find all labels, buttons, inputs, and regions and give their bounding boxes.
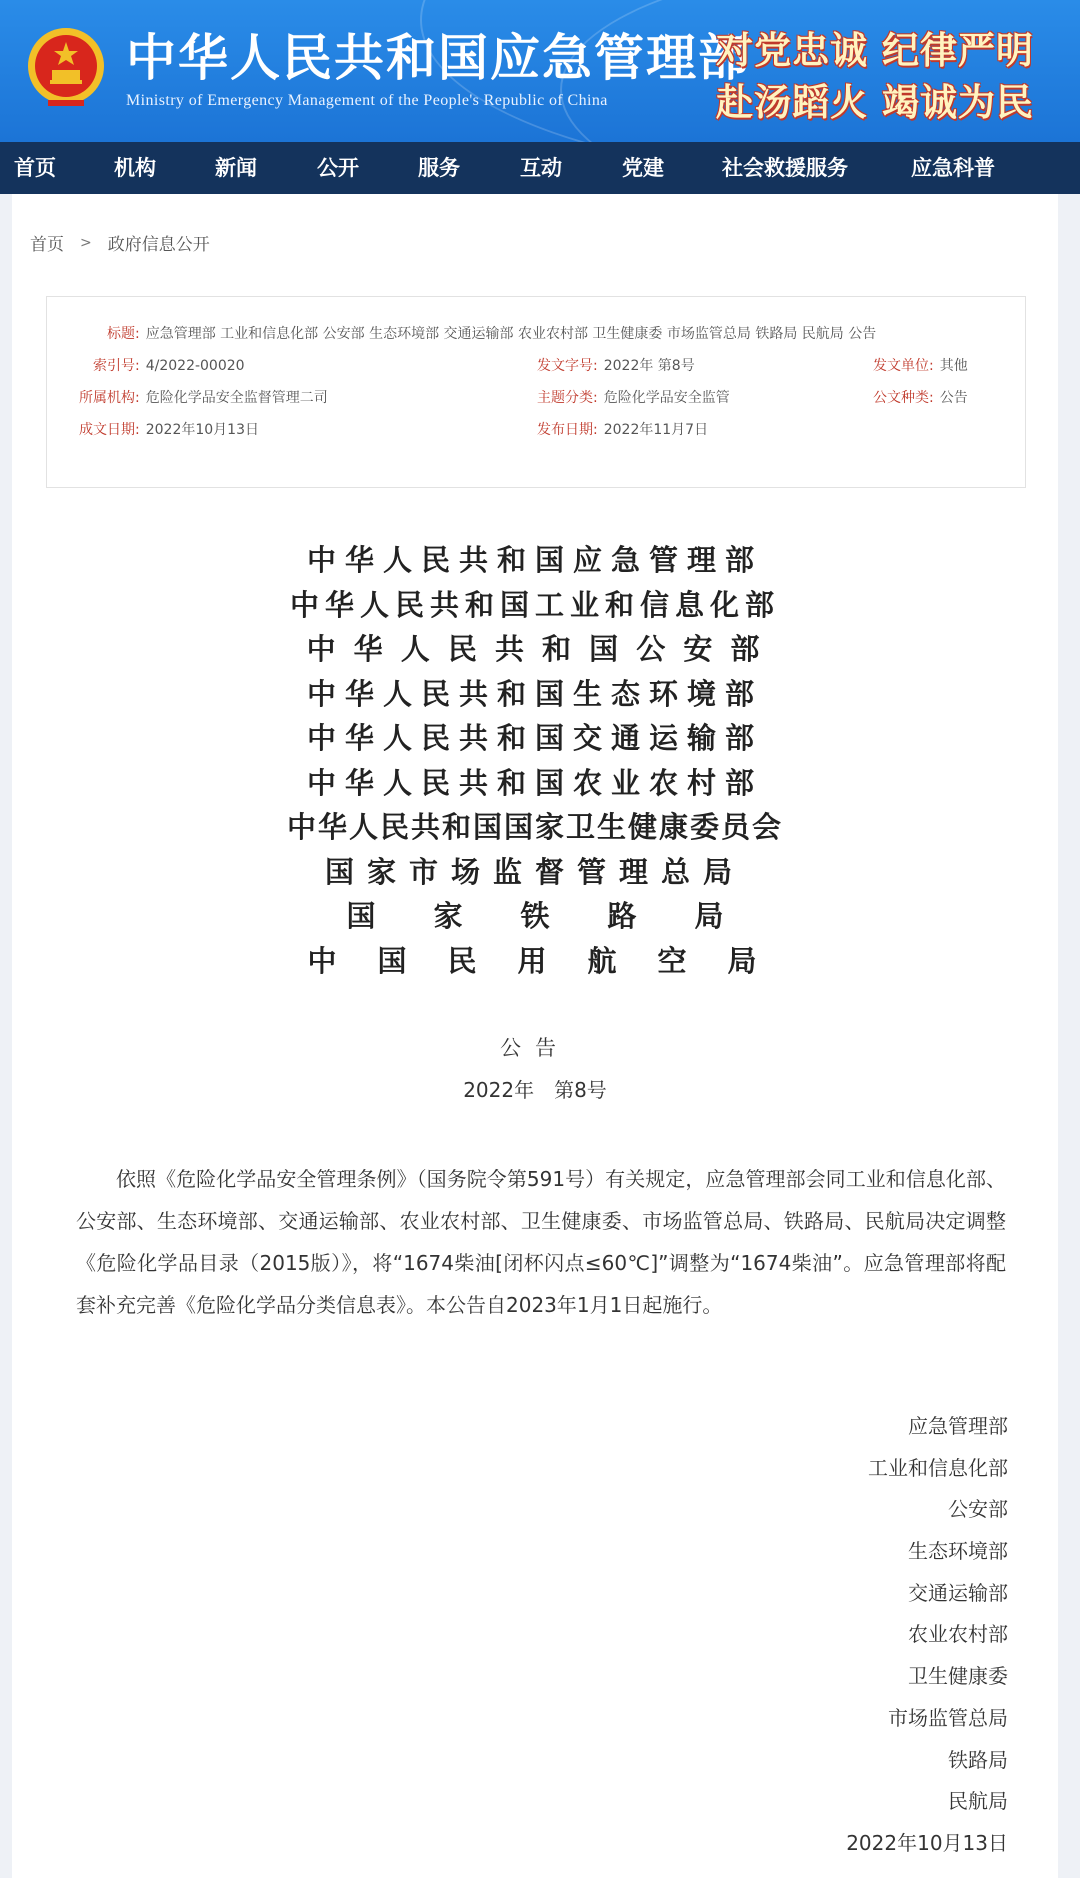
site-title[interactable]: 中华人民共和国应急管理部 xyxy=(126,29,750,87)
meta-kind-value: 公告 xyxy=(939,390,968,406)
meta-published-value: 2022年11月7日 xyxy=(603,422,709,438)
meta-unit-label: 发文单位: xyxy=(873,358,934,374)
signature-list xyxy=(846,1406,1008,1865)
meta-unit-value: 其他 xyxy=(939,358,968,374)
slogan-line-1: 对党忠诚 纪律严明 xyxy=(716,28,1034,72)
content-panel xyxy=(12,194,1058,1878)
nav-item-science[interactable]: 应急科普 xyxy=(911,156,995,180)
meta-written-date xyxy=(79,419,259,439)
issuer-list xyxy=(12,538,1058,983)
nav-item-party[interactable]: 党建 xyxy=(622,156,664,180)
document-meta-box xyxy=(46,296,1026,488)
meta-title-value: 应急管理部 工业和信息化部 公安部 生态环境部 交通运输部 农业农村部 卫生健康委 市场监管总局 铁路局 民航局 公告 xyxy=(145,326,877,342)
issuer-line: 中华人民共和国国家卫生健康委员会 xyxy=(286,810,783,844)
meta-topic xyxy=(537,387,730,407)
breadcrumb-current[interactable]: 政府信息公开 xyxy=(107,235,210,255)
meta-index-value: 4/2022-00020 xyxy=(145,358,245,374)
document-number: 2022年 第8号 xyxy=(463,1078,607,1102)
nav-item-public[interactable]: 公开 xyxy=(317,156,359,180)
meta-docno-value: 2022年 第8号 xyxy=(603,358,695,374)
meta-index-label: 索引号: xyxy=(93,358,140,374)
nav-item-institutions[interactable]: 机构 xyxy=(114,156,156,180)
meta-kind xyxy=(873,387,968,407)
signature-line: 铁路局 xyxy=(948,1747,1008,1772)
site-subtitle: Ministry of Emergency Management of the People's Republic of China xyxy=(126,92,608,109)
signature-line: 工业和信息化部 xyxy=(868,1455,1008,1480)
meta-title xyxy=(107,323,876,343)
signature-line: 民航局 xyxy=(948,1789,1008,1814)
meta-org-label: 所属机构: xyxy=(79,390,140,406)
meta-published-label: 发布日期: xyxy=(537,422,598,438)
meta-written-value: 2022年10月13日 xyxy=(145,422,259,438)
meta-org-value: 危险化学品安全监督管理二司 xyxy=(145,390,328,406)
meta-org xyxy=(79,387,328,407)
issuer-line: 中华人民共和国交通运输部 xyxy=(306,721,763,755)
issuer-line: 中华人民共和国农业农村部 xyxy=(306,765,763,800)
meta-topic-value: 危险化学品安全监管 xyxy=(603,390,730,406)
signature-line: 市场监管总局 xyxy=(888,1705,1008,1730)
nav-item-interaction[interactable]: 互动 xyxy=(520,156,562,180)
breadcrumb-separator: > xyxy=(80,234,92,251)
signature-line: 生态环境部 xyxy=(908,1539,1008,1564)
issuer-line: 中华人民共和国应急管理部 xyxy=(306,543,763,577)
meta-title-label: 标题: xyxy=(107,326,140,342)
signature-line: 卫生健康委 xyxy=(908,1664,1008,1689)
main-nav xyxy=(0,142,1080,194)
slogan-line-2: 赴汤蹈火 竭诚为民 xyxy=(716,80,1034,124)
meta-kind-label: 公文种类: xyxy=(873,390,934,406)
nav-item-rescue-services[interactable]: 社会救援服务 xyxy=(722,156,848,180)
meta-unit xyxy=(873,355,968,375)
issuer-line: 中华人民共和国生态环境部 xyxy=(306,676,763,711)
meta-topic-label: 主题分类: xyxy=(537,390,598,406)
nav-item-home[interactable]: 首页 xyxy=(14,156,56,180)
meta-written-label: 成文日期: xyxy=(79,422,140,438)
national-emblem-icon[interactable] xyxy=(26,26,106,108)
breadcrumb xyxy=(30,230,210,255)
meta-docno xyxy=(537,355,695,375)
site-header xyxy=(0,0,1080,142)
breadcrumb-home[interactable]: 首页 xyxy=(30,235,64,255)
signature-line: 交通运输部 xyxy=(908,1580,1008,1605)
document-body: 依照《危险化学品安全管理条例》（国务院令第591号）有关规定，应急管理部会同工业和信息化部、公安部、生态环境部、交通运输部、农业农村部、卫生健康委、市场监管总局、铁路局、民航局决定调整《危险化学品目录（2015版）》，将“1674柴油[闭杯闪点≤60℃]”调整为“1674柴油”。应急管理部将配套补充完善《危险化学品分类信息表》。本公告自2023年1月1日起施行。 xyxy=(76,1167,1006,1317)
meta-index xyxy=(93,355,245,375)
issuer-line: 中华人民共和国工业和信息化部 xyxy=(289,587,780,622)
nav-item-news[interactable]: 新闻 xyxy=(215,156,257,180)
issuer-line: 国家市场监督管理总局 xyxy=(324,854,745,889)
signature-line: 应急管理部 xyxy=(908,1414,1008,1438)
issuer-line: 中 国 民 用 航 空 局 xyxy=(307,943,763,978)
nav-item-services[interactable]: 服务 xyxy=(418,156,460,180)
signature-line: 农业农村部 xyxy=(908,1622,1008,1647)
signature-date: 2022年10月13日 xyxy=(846,1830,1008,1855)
document-type: 公告 xyxy=(500,1036,570,1060)
meta-docno-label: 发文字号: xyxy=(537,358,598,374)
issuer-line: 国 家 铁 路 局 xyxy=(346,899,724,933)
issuer-line: 中 华 人 民 共 和 国 公 安 部 xyxy=(306,632,764,666)
signature-line: 公安部 xyxy=(948,1497,1008,1522)
meta-published-date xyxy=(537,419,708,439)
